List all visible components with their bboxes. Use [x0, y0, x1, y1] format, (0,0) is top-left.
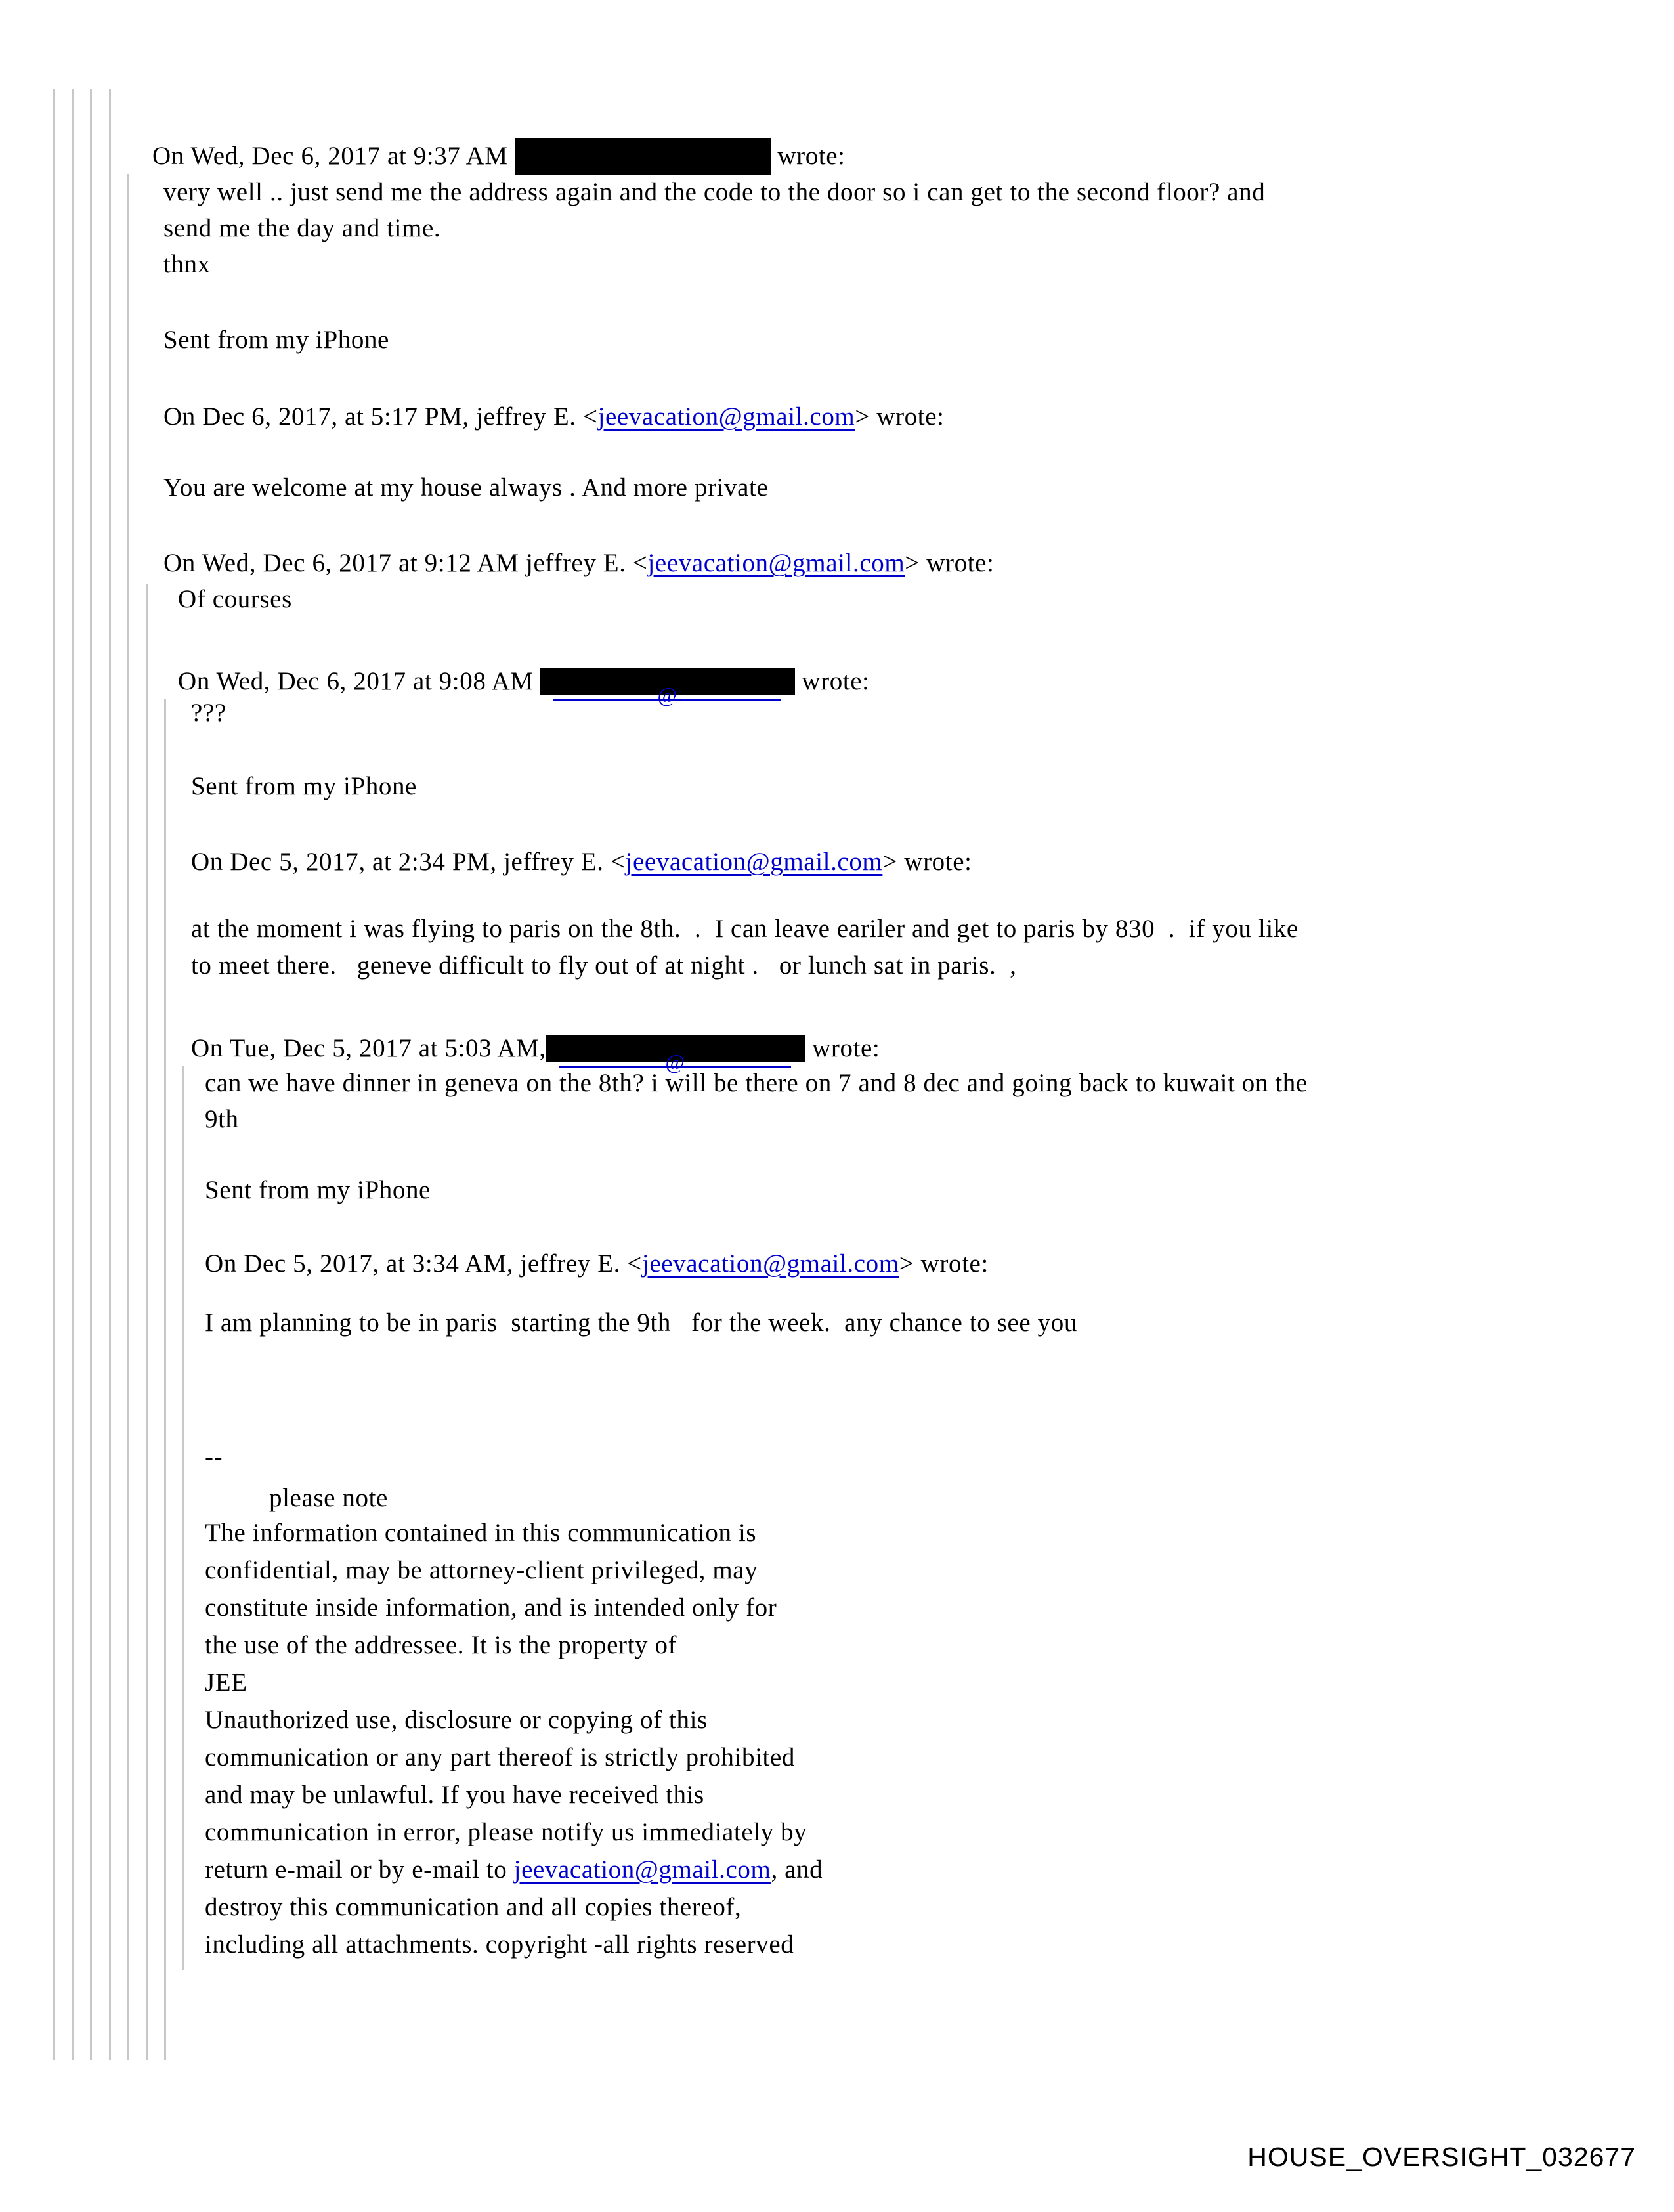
quote-bar-8 — [182, 1066, 184, 1970]
quote-header-7 — [205, 1249, 989, 1279]
disclaimer-line-1: The information contained in this communication is — [205, 1519, 757, 1547]
quote-header-2 — [163, 402, 945, 432]
message-5-line-2: to meet there. geneve difficult to fly out of at night . or lunch sat in paris. , — [191, 951, 1017, 980]
disclaimer-line-10-prefix: return e-mail or by e-mail to — [205, 1855, 514, 1884]
quote-header-5 — [191, 847, 972, 877]
quote-header-2-suffix: > wrote: — [855, 402, 945, 431]
email-link[interactable]: jeevacation@gmail.com — [647, 549, 905, 577]
disclaimer-line-10-suffix: , and — [771, 1855, 823, 1884]
redaction-box-1 — [515, 138, 771, 175]
redaction-box-3 — [546, 1035, 805, 1062]
quote-bar-3 — [90, 89, 92, 2060]
quote-header-3-suffix: > wrote: — [905, 549, 995, 577]
quote-header-7-suffix: > wrote: — [899, 1249, 989, 1278]
disclaimer-line-3: constitute inside information, and is intended only for — [205, 1594, 777, 1622]
quote-header-1-prefix: On Wed, Dec 6, 2017 at 9:37 AM — [152, 141, 515, 170]
quote-header-4-prefix: On Wed, Dec 6, 2017 at 9:08 AM — [178, 667, 541, 695]
disclaimer-line-8: and may be unlawful. If you have received this — [205, 1781, 704, 1809]
email-link[interactable]: jeevacation@gmail.com — [513, 1855, 771, 1884]
message-2-line-1: You are welcome at my house always . And more private — [163, 473, 769, 502]
quote-header-1 — [152, 138, 846, 179]
quote-header-3 — [163, 548, 994, 578]
bates-number: HOUSE_OVERSIGHT_032677 — [1247, 2142, 1636, 2172]
email-link[interactable]: jeevacation@gmail.com — [641, 1249, 899, 1278]
disclaimer-line-7: communication or any part thereof is strictly prohibited — [205, 1743, 795, 1771]
message-1-line-2: send me the day and time. — [163, 214, 441, 242]
disclaimer-note: please note — [269, 1484, 388, 1512]
message-6-line-2: 9th — [205, 1105, 239, 1133]
quote-bar-7 — [164, 699, 166, 2060]
quote-header-7-prefix: On Dec 5, 2017, at 3:34 AM, jeffrey E. < — [205, 1249, 642, 1278]
mobile-signature-3: Sent from my iPhone — [205, 1176, 431, 1204]
disclaimer-line-2: confidential, may be attorney-client privileged, may — [205, 1556, 758, 1584]
quote-header-5-prefix: On Dec 5, 2017, at 2:34 PM, jeffrey E. < — [191, 848, 626, 876]
disclaimer-line-12: including all attachments. copyright -all rights reserved — [205, 1930, 794, 1959]
quote-header-4-suffix: wrote: — [795, 667, 870, 695]
message-1-line-3: thnx — [163, 250, 211, 278]
message-7-line-1: I am planning to be in paris starting the 9th for the week. any chance to see you — [205, 1309, 1077, 1337]
disclaimer-line-9: communication in error, please notify us immediately by — [205, 1818, 807, 1846]
quote-bar-1 — [53, 89, 55, 2060]
mobile-signature-1: Sent from my iPhone — [163, 326, 389, 354]
mobile-signature-2: Sent from my iPhone — [191, 772, 417, 800]
disclaimer-line-10 — [205, 1855, 823, 1885]
disclaimer-line-4: the use of the addressee. It is the property of — [205, 1631, 677, 1659]
quote-bar-2 — [72, 89, 74, 2060]
quote-header-1-suffix: wrote: — [771, 141, 846, 170]
message-4-line-1: ??? — [191, 699, 226, 727]
quote-header-2-prefix: On Dec 6, 2017, at 5:17 PM, jeffrey E. < — [163, 402, 598, 431]
quote-header-6-suffix: wrote: — [805, 1034, 880, 1062]
signature-separator: -- — [205, 1442, 223, 1471]
quote-header-6-prefix: On Tue, Dec 5, 2017 at 5:03 AM, — [191, 1034, 546, 1062]
email-link[interactable]: jeevacation@gmail.com — [597, 402, 855, 431]
email-link[interactable]: jeevacation@gmail.com — [625, 848, 883, 876]
quote-bar-6 — [146, 584, 148, 2060]
quote-header-6 — [191, 1033, 880, 1066]
message-6-line-1: can we have dinner in geneva on the 8th? i will be there on 7 and 8 dec and going back to kuwait on the — [205, 1069, 1308, 1097]
quote-header-3-prefix: On Wed, Dec 6, 2017 at 9:12 AM jeffrey E. < — [163, 549, 648, 577]
quote-bar-5 — [127, 174, 129, 2060]
message-5-line-1: at the moment i was flying to paris on the 8th. . I can leave eariler and get to paris by 830 . if you like — [191, 915, 1298, 943]
disclaimer-line-6: Unauthorized use, disclosure or copying of this — [205, 1706, 708, 1734]
disclaimer-line-5: JEE — [205, 1668, 247, 1697]
message-1-line-1: very well .. just send me the address again and the code to the door so i can get to the second floor? and — [163, 178, 1266, 206]
redaction-box-2 — [540, 668, 795, 695]
message-3-line-1: Of courses — [178, 585, 292, 613]
quote-header-5-suffix: > wrote: — [882, 848, 972, 876]
quote-header-4 — [178, 666, 870, 699]
quote-bar-4 — [109, 89, 111, 2060]
disclaimer-line-11: destroy this communication and all copies thereof, — [205, 1893, 742, 1921]
